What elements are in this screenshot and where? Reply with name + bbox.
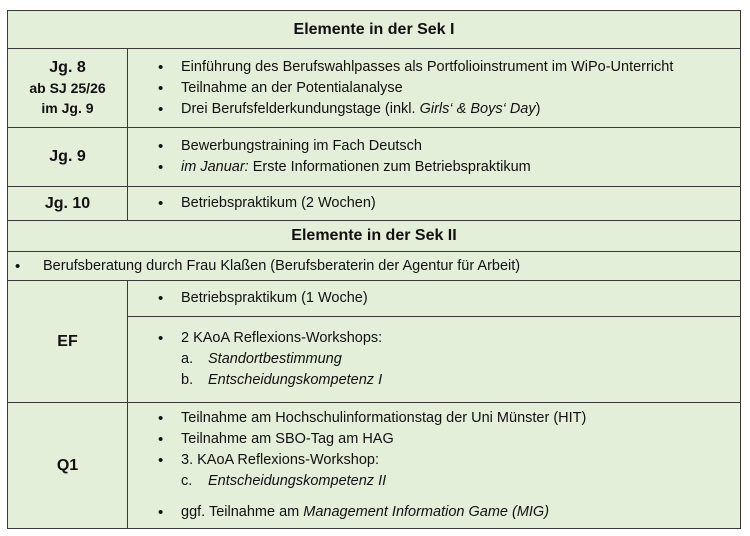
sek1-heading: Elemente in der Sek I	[8, 11, 741, 49]
sub-marker: a.	[181, 351, 194, 367]
sub-list-item	[128, 471, 740, 492]
list-item	[128, 99, 740, 120]
item-text: Drei Berufsfelderkundungstage (inkl.	[181, 100, 420, 117]
sub-list-item	[128, 349, 740, 370]
grade-label: Q1	[8, 403, 128, 529]
table-row	[8, 281, 741, 317]
q1-items	[128, 403, 741, 529]
item-text: ggf. Teilnahme am	[181, 504, 304, 520]
grade-sublabel: im Jg. 9	[41, 100, 94, 116]
career-orientation-table	[7, 10, 741, 529]
grade-label: EF	[8, 281, 128, 403]
sub-marker: b.	[181, 372, 194, 388]
item-text: )	[535, 100, 541, 117]
grade-items-jg9	[128, 128, 741, 187]
grade-label-jg8	[8, 49, 128, 128]
sub-marker: c.	[181, 473, 193, 489]
grade-label: Jg. 8	[49, 59, 86, 76]
sub-text: Entscheidungskompetenz II	[208, 473, 387, 489]
ef-items-b	[128, 317, 741, 403]
list-item: • 2 KAoA Reflexions-Workshops:	[128, 328, 740, 349]
table-row	[8, 49, 741, 128]
sek2-general	[8, 252, 741, 281]
item-text: Erste Informationen zum Betriebspraktikum	[248, 159, 531, 175]
grade-items-jg10	[128, 187, 741, 221]
list-item: • 3. KAoA Reflexions-Workshop:	[128, 450, 740, 471]
list-item	[128, 502, 740, 523]
table-row	[8, 187, 741, 221]
sub-list-item	[128, 370, 740, 391]
grade-label: Jg. 10	[8, 187, 128, 221]
sub-text: Standortbestimmung	[208, 351, 342, 367]
list-item: • Teilnahme am SBO-Tag am HAG	[128, 429, 740, 450]
item-italic: Management Information Game (MIG)	[303, 504, 550, 520]
sek2-header-row	[8, 221, 741, 252]
list-item: • Teilnahme am Hochschulinformationstag der Uni Münster (HIT)	[128, 408, 740, 429]
ef-items-a	[128, 281, 741, 317]
item-italic: im Januar:	[181, 159, 249, 175]
list-item	[128, 157, 740, 178]
table-row	[8, 403, 741, 529]
list-item: • Berufsberatung durch Frau Klaßen (Berufsberaterin der Agentur für Arbeit)	[0, 256, 740, 277]
list-item: • Bewerbungstraining im Fach Deutsch	[128, 136, 740, 157]
item-italic: Girls‘ & Boys‘ Day	[419, 100, 536, 117]
table-row	[8, 252, 741, 281]
list-item: • Betriebspraktikum (1 Woche)	[128, 288, 740, 309]
list-item: • Betriebspraktikum (2 Wochen)	[128, 193, 740, 214]
list-item: • Teilnahme an der Potentialanalyse	[128, 78, 740, 99]
sub-text: Entscheidungskompetenz I	[208, 372, 383, 388]
spacer	[128, 492, 740, 502]
sek1-header-row	[8, 11, 741, 49]
grade-items-jg8	[128, 49, 741, 128]
grade-sublabel: ab SJ 25/26	[29, 80, 106, 96]
grade-label: Jg. 9	[8, 128, 128, 187]
sek2-heading: Elemente in der Sek II	[8, 221, 741, 252]
table-row	[8, 128, 741, 187]
list-item: • Einführung des Berufswahlpasses als Portfolioinstrument im WiPo-Unterricht	[128, 57, 740, 78]
